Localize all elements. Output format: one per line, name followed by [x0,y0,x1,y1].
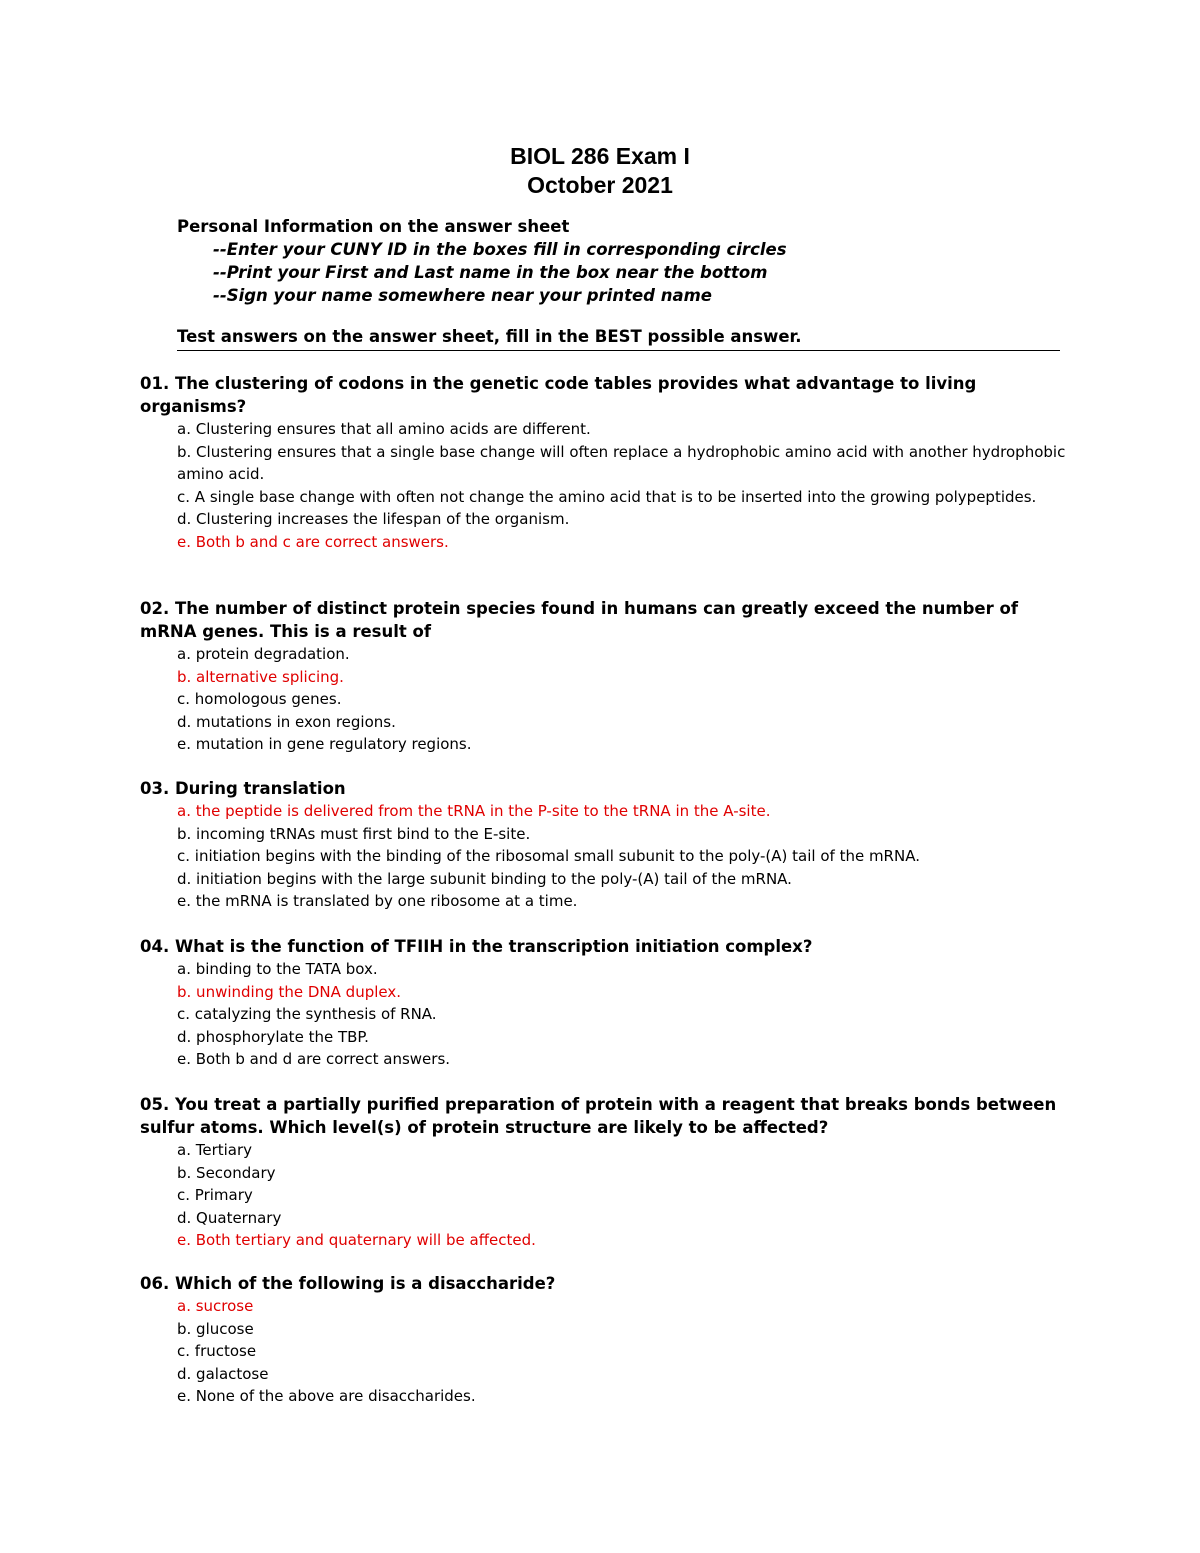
answer-option: b. Clustering ensures that a single base change will often replace a hydrophobic amino acid with another hydrophobic amino acid. [177,442,1066,484]
instruction-line: --Enter your CUNY ID in the boxes fill in corresponding circles [213,240,787,259]
answer-options [140,958,1070,1071]
question-5 [140,1093,1070,1252]
answer-options [140,418,1070,554]
answer-options [140,1295,1070,1408]
answer-option: d. galactose [177,1364,269,1383]
answer-option: e. None of the above are disaccharides. [177,1387,476,1406]
question-4 [140,935,1070,1071]
answer-option: c. catalyzing the synthesis of RNA. [177,1005,437,1024]
exam-title: BIOL 286 Exam I [510,143,690,169]
answer-option: b. Secondary [177,1163,276,1182]
answer-option: c. Primary [177,1186,253,1205]
answer-option: c. A single base change with often not change the amino acid that is to be inserted into the growing polypeptides. [177,487,1037,506]
correct-answer-option: e. Both b and c are correct answers. [177,532,449,551]
correct-answer-option: a. the peptide is delivered from the tRNA in the P-site to the tRNA in the A-site. [177,802,771,820]
question-2 [140,597,1070,756]
answer-option: a. binding to the TATA box. [177,960,378,978]
answer-options [140,1139,1070,1252]
exam-date: October 2021 [527,172,673,198]
answer-option: e. mutation in gene regulatory regions. [177,735,472,754]
question-3 [140,777,1070,913]
test-note-divider [177,326,1060,351]
question-text: 06. Which of the following is a disaccharide? [140,1274,556,1293]
answer-option: d. mutations in exon regions. [177,712,396,731]
instruction-line: --Sign your name somewhere near your printed name [213,286,712,305]
answer-options [140,800,1070,913]
question-text: 05. You treat a partially purified preparation of protein with a reagent that breaks bonds between sulfur atoms. Which level(s) of protein structure are likely to be affected? [140,1095,1057,1137]
instructions-heading: Personal Information on the answer sheet [177,217,570,236]
correct-answer-option: a. sucrose [177,1297,254,1315]
question-1 [140,372,1070,554]
answer-option: c. fructose [177,1342,257,1361]
correct-answer-option: b. alternative splicing. [177,667,344,686]
answer-option: d. initiation begins with the large subunit binding to the poly-(A) tail of the mRNA. [177,869,792,888]
answer-options [140,643,1070,756]
question-6 [140,1272,1070,1408]
answer-option: d. phosphorylate the TBP. [177,1027,369,1046]
correct-answer-option: e. Both tertiary and quaternary will be affected. [177,1231,536,1250]
instruction-line: --Print your First and Last name in the box near the bottom [213,263,768,282]
answer-option: c. homologous genes. [177,690,342,709]
answer-option: b. incoming tRNAs must first bind to the E-site. [177,824,531,843]
question-text: 04. What is the function of TFIIH in the transcription initiation complex? [140,937,813,956]
answer-option: b. glucose [177,1319,254,1338]
answer-option: c. initiation begins with the binding of the ribosomal small subunit to the poly-(A) tail of the mRNA. [177,847,920,866]
answer-option: a. protein degradation. [177,645,350,663]
answer-option: e. the mRNA is translated by one ribosome at a time. [177,892,578,911]
test-note: Test answers on the answer sheet, fill in the BEST possible answer. [177,327,802,346]
question-text: 01. The clustering of codons in the genetic code tables provides what advantage to living organisms? [140,374,977,416]
answer-option: d. Quaternary [177,1208,282,1227]
answer-option: a. Tertiary [177,1141,253,1159]
answer-option: d. Clustering increases the lifespan of the organism. [177,510,570,529]
question-text: 02. The number of distinct protein species found in humans can greatly exceed the number of mRNA genes. This is a result of [140,599,1019,641]
answer-option: a. Clustering ensures that all amino acids are different. [177,420,591,438]
answer-option: e. Both b and d are correct answers. [177,1050,451,1069]
question-text: 03. During translation [140,779,346,798]
correct-answer-option: b. unwinding the DNA duplex. [177,982,402,1001]
